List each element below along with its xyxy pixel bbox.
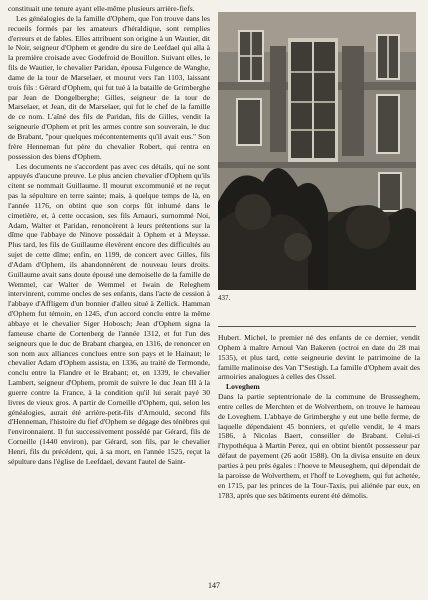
building-photo-illustration xyxy=(218,12,416,290)
paragraph: Dans la partie septentrionale de la commune de Brusseghem, entre celles de Merchten et de Wolverthem, on trouve le hameau de Loveghem. L'abbaye de Grimberghe y eut une belle ferme, de laquelle dépendaient 45 bonniers, et qu'elle vendit, le 4 mars 1586, à Nicolas Baert, conseiller de Brabant. Celui-ci l'hypothéqua à Martin Perez, qui en obtint bientôt possesseur par défaut de payement (26 août 1588). On la divisa ensuite en deux parties à peu près égales : l'hoeve te Meuseghem, qui dépendait de la paroisse de Wolverthem, et l'hoff te Loveghem, qui fut achetée, en 1715, par les princes de la Tour-Taxis, pui aliénée par eux, en 1783, après que ses bâtiments eurent été démolis. xyxy=(218,392,420,500)
paragraph: Les documents ne s'accordent pas avec ces détails, qui ne sont appuyés d'aucune preuve. Le plus ancien chevalier d'Ophem qu'ils citent se nommait Guillaume. Il mourut excommunié et ne reçut pas la sépulture en terre sainte; mais, à quelque temps de là, en l'année 1176, on obtint que son corps fût inhumé dans le cimetière, et, à cette occasion, ses fils Arnauri, surnommé Noi, Adam, Walter et Paridan, renoncèrent à leurs prétentions sur la dîme que l'abbaye de Ninove possédait à Ophem et à Meysse. Plus tard, les fils de Guillaume élevèrent encore des difficultés au sujet de cette dîme; enfin, en 1199, de concert avec Gilles, fils d'Adam d'Ophem, ils abandonnèrent de nouveau leurs droits. Guillaume avait sans doute épousé une demoiselle de la famille de Wemmel, car Walter de Wemmel et Iwain de Releghem intervinrent, comme oncles de ses enfants, dans l'acte de cession à l'abbaye d'Affligem d'un bonnier d'alleu situé à Zellick. Hamman d'Ophem fut témoin, en 1245, d'un accord conclu entre la même abbaye et le chevalier Siger Hobosch; Jean d'Ophem signa la fameuse charte de Cortenberg de l'année 1312, et fut l'un des seigneurs que le duc de Brabant chargea, en 1316, de renoncer en son nom aux alliances conclues entre son pays et le Hainaut; le chevalier Adam d'Ophem assista, en 1336, au traité de Termonde, conclu entre la Flandre et le Brabant; et, en 1339, le chevalier Lambert, seigneur d'Ophem, promit de suivre le duc Jean III à la guerre contre la France, à la condition qu'il lui serait payé 30 livres de vieux gros. A partir de Corneille d'Ophem, qui, selon les généalogies, aurait été arrière-petit-fils d'Arnould, second fils d'Henneman, l'histoire du fief d'Ophem se dégage des ténèbres qui l'environnaient. Il fut successivement possédé par Gérard, fils de Corneille (1440 environ), par Gérard, son fils, par le chevalier Henri, fils du précédent, qui, à sa mort, en l'année 1525, reçut la sépulture dans l'église de Leefdael, devant l'autel de Saint- xyxy=(8,161,211,466)
paragraph: constituait une tenure ayant elle-même plusieurs arrière-fiefs. xyxy=(8,4,195,13)
paragraph: Les généalogies de la famille d'Ophem, que l'on trouve dans les recueils formés par les amateurs d'héraldique, sont remplies d'erreurs et de fables. Elles attribuent son origine à un Wautier, dit le Noir, seigneur d'Ophem et gendre du sire de Leefdael qui alla à la première croisade avec Godefroid de Bouillon. Suivant elles, le fils de Wautier, le chevalier Paridan, épousa Fulgence de Wanghe, dame de la tour de Marselaer, et mourut vers l'an 1103, laissant trois fils : Gérard d'Ophem, qui fut tué à la bataille de Grimberghe par Jean de Dongelberghe; Gilles, seigneur de la tour de Marselaer, et Jean, dit de Marselaer, qui fut le chef de la famille de ce nom. L'aîné des fils de Paridan, fils de Gilles, vendit la seigneurie d'Ophem et prit les armes contre son souverain, le duc de Brabant, "pour quelques mécontentements qu'il avait eus." Son frère Henneman fut père du chevalier Robert, qui rentra en possession des biens d'Ophem. xyxy=(8,13,210,161)
building-photograph xyxy=(218,12,416,290)
page-number: 147 xyxy=(208,581,220,590)
left-text-column xyxy=(8,4,210,467)
paragraph: Hubert. Michel, le premier né des enfants de ce dernier, vendit Ophem à maître Arnoul Van Bakeren (octroi en date du 28 mai 1535), et plus tard, cette seigneurie devint le patrimoine de la famille malinoise des Van T'Sestigh. La famille d'Ophem avait des armoiries analogues à celles des Ossel. xyxy=(218,333,420,382)
section-heading: Loveghem xyxy=(226,382,260,392)
column-divider xyxy=(218,326,416,327)
figure-caption: 437. xyxy=(218,294,231,302)
right-text-column xyxy=(218,333,420,500)
right-column xyxy=(216,0,422,500)
